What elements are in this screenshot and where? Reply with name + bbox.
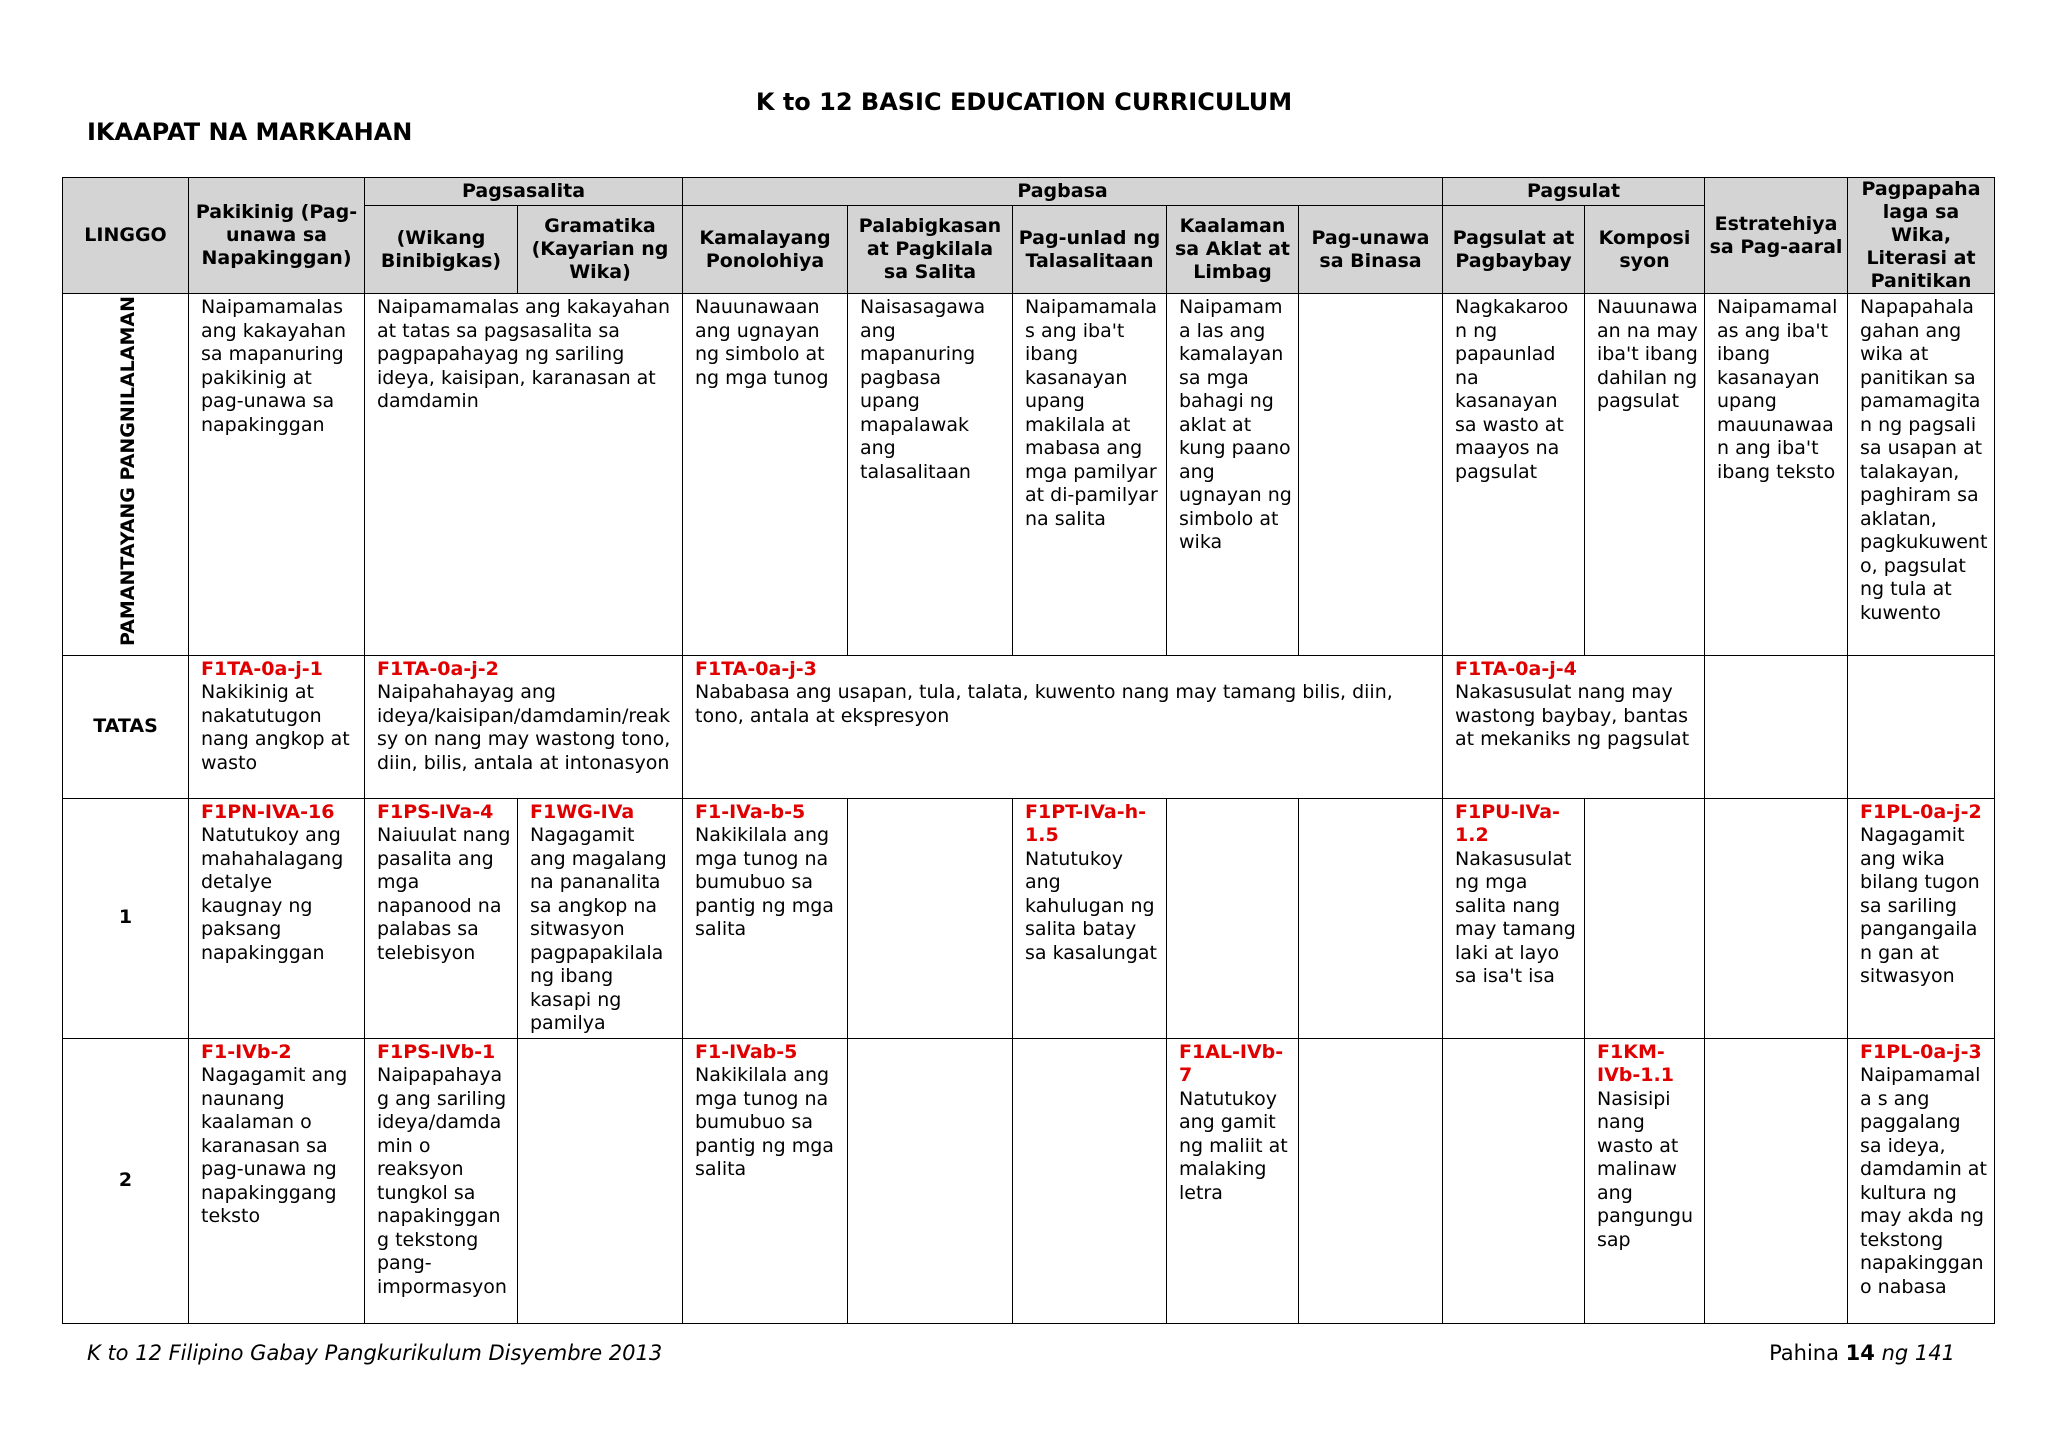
competency-code: F1PS-IVa-4	[377, 800, 494, 823]
cell	[683, 1038, 848, 1323]
quarter-label: IKAAPAT NA MARKAHAN	[87, 118, 413, 146]
empty-cell	[1705, 798, 1848, 1038]
row-label-pamantayan	[63, 294, 189, 656]
competency-text: Nasisipi nang wasto at malinaw ang pangungu sap	[1597, 1087, 1694, 1251]
cell	[189, 1038, 365, 1323]
header-pakikinig: Pakikinig (Pag-unawa sa Napakinggan)	[189, 178, 365, 294]
empty-cell	[848, 1038, 1013, 1323]
page-current: 14	[1845, 1341, 1875, 1365]
page-prefix: Pahina	[1769, 1341, 1839, 1365]
competency-text: Naipahahayag ang ideya/kaisipan/damdamin/reaksy on nang may wastong tono, diin, bilis, antala at intonasyon	[377, 681, 671, 774]
empty-cell	[1167, 798, 1299, 1038]
empty-cell	[1299, 1038, 1443, 1323]
empty-cell	[1705, 1038, 1848, 1323]
competency-text: Nakikinig at nakatutugon nang angkop at wasto	[201, 681, 350, 774]
header-pagsasalita: Pagsasalita	[365, 178, 683, 206]
header-pagpapahalaga: Pagpapaha laga sa Wika, Literasi at Panitikan	[1848, 178, 1995, 294]
header-gramatika: Gramatika (Kayarian ng Wika)	[518, 206, 683, 294]
competency-text: Nakasusulat ng mga salita nang may tamang laki at layo sa isa't isa	[1455, 847, 1576, 988]
table-row	[63, 798, 1995, 1038]
cell	[683, 798, 848, 1038]
cell	[1443, 655, 1705, 798]
cell-text: Nauunawaan ang ugnayan ng simbolo at ng mga tunog	[683, 294, 848, 656]
header-linggo: LINGGO	[63, 178, 189, 294]
page-total: ng 141	[1881, 1341, 1955, 1365]
cell-text: Naipamamalas ang iba't ibang kasanayan upang makilala at mabasa ang mga pamilyar at di-pamilyar na salita	[1013, 294, 1167, 656]
row-label-week-2: 2	[63, 1038, 189, 1323]
header-kamalayang-ponolohiya: Kamalayang Ponolohiya	[683, 206, 848, 294]
competency-text: Naipapahayag ang sariling ideya/damda min o reaksyon tungkol sa napakinggang tekstong pang-impormasyon	[377, 1064, 507, 1298]
cell	[683, 655, 1443, 798]
cell	[365, 655, 683, 798]
cell	[365, 798, 518, 1038]
competency-code: F1PS-IVb-1	[377, 1040, 496, 1063]
cell-text: Napapahala gahan ang wika at panitikan sa pamamagitan ng pagsali sa usapan at talakayan, paghiram sa aklatan, pagkukuwent o, pagsulat ng tula at kuwento	[1848, 294, 1995, 656]
competency-code: F1PL-0a-j-2	[1860, 800, 1982, 823]
competency-code: F1PU-IVa-1.2	[1455, 800, 1560, 847]
cell	[1013, 798, 1167, 1038]
empty-cell	[1299, 294, 1443, 656]
empty-cell	[1013, 1038, 1167, 1323]
header-pag-unlad: Pag-unlad ng Talasalitaan	[1013, 206, 1167, 294]
empty-cell	[518, 1038, 683, 1323]
competency-text: Nababasa ang usapan, tula, talata, kuwento nang may tamang bilis, diin, tono, antala at ekspresyon	[695, 681, 1393, 727]
table-row	[63, 655, 1995, 798]
competency-text: Nagagamit ang naunang kaalaman o karanasan sa pag-unawa ng napakinggang teksto	[201, 1064, 348, 1228]
header-pagsulat-at-pagbaybay: Pagsulat at Pagbaybay	[1443, 206, 1585, 294]
header-pag-unawa: Pag-unawa sa Binasa	[1299, 206, 1443, 294]
header-pagbasa: Pagbasa	[683, 178, 1443, 206]
competency-code: F1PN-IVA-16	[201, 800, 335, 823]
empty-cell	[1443, 1038, 1585, 1323]
curriculum-table	[62, 177, 1995, 1324]
table-row	[63, 294, 1995, 656]
cell	[189, 655, 365, 798]
cell-text: Nagkakaroon ng papaunlad na kasanayan sa wasto at maayos na pagsulat	[1443, 294, 1585, 656]
competency-text: Naiuulat nang pasalita ang mga napanood na palabas sa telebisyon	[377, 824, 511, 964]
competency-text: Natutukoy ang mahahalagang detalye kaugnay ng paksang napakinggan	[201, 824, 344, 964]
cell	[365, 1038, 518, 1323]
competency-code: F1TA-0a-j-4	[1455, 657, 1577, 680]
cell-text: Naisasagawa ang mapanuring pagbasa upang mapalawak ang talasalitaan	[848, 294, 1013, 656]
cell	[1848, 1038, 1995, 1323]
competency-text: Nakikilala ang mga tunog na bumubuo sa pantig ng mga salita	[695, 1064, 834, 1181]
cell-text: Naipamamalas ang kakayahan at tatas sa pagsasalita sa pagpapahayag ng sariling ideya, kaisipan, karanasan at damdamin	[365, 294, 683, 656]
empty-cell	[1705, 655, 1848, 798]
row-label-week-1: 1	[63, 798, 189, 1038]
competency-code: F1TA-0a-j-2	[377, 657, 499, 680]
footer-document-name: K to 12 Filipino Gabay Pangkurikulum Disyembre 2013	[87, 1341, 663, 1365]
competency-text: Nagagamit ang magalang na pananalita sa angkop na sitwasyon pagpapakilala ng ibang kasapi ng pamilya	[530, 824, 667, 1035]
competency-text: Nakasusulat nang may wastong baybay, bantas at mekaniks ng pagsulat	[1455, 681, 1690, 751]
row-label-tatas: TATAS	[63, 655, 189, 798]
competency-text: Nakikilala ang mga tunog na bumubuo sa pantig ng mga salita	[695, 824, 834, 941]
cell	[1167, 1038, 1299, 1323]
competency-text: Nagagamit ang wika bilang tugon sa sariling pangangailan gan at sitwasyon	[1860, 824, 1980, 988]
header-komposisyon: Komposi syon	[1585, 206, 1705, 294]
competency-code: F1PT-IVa-h-1.5	[1025, 800, 1147, 847]
cell	[1848, 798, 1995, 1038]
cell-text: Naipamamal as ang iba't ibang kasanayan upang mauunawaan ang iba't ibang teksto	[1705, 294, 1848, 656]
competency-text: Naipamamala s ang paggalang sa ideya, damdamin at kultura ng may akda ng tekstong napakinggan o nabasa	[1860, 1064, 1987, 1298]
cell-text: Nauunawa an na may iba't ibang dahilan ng pagsulat	[1585, 294, 1705, 656]
competency-code: F1TA-0a-j-3	[695, 657, 817, 680]
header-palabigkasan: Palabigkasan at Pagkilala sa Salita	[848, 206, 1013, 294]
competency-text: Natutukoy ang gamit ng maliit at malaking letra	[1179, 1087, 1288, 1204]
table-row	[63, 1038, 1995, 1323]
header-wikang-binibigkas: (Wikang Binibigkas)	[365, 206, 518, 294]
cell-text: Naipamama las ang kamalayan sa mga bahagi ng aklat at kung paano ang ugnayan ng simbolo at wika	[1167, 294, 1299, 656]
competency-code: F1AL-IVb-7	[1179, 1040, 1284, 1087]
header-estratehiya: Estratehiya sa Pag-aaral	[1705, 178, 1848, 294]
pamantayan-label: PAMANTAYANG PANGNILALAMAN	[116, 296, 139, 647]
cell	[518, 798, 683, 1038]
competency-code: F1KM-IVb-1.1	[1597, 1040, 1674, 1087]
cell	[189, 798, 365, 1038]
empty-cell	[1848, 655, 1995, 798]
header-kaalaman: Kaalaman sa Aklat at Limbag	[1167, 206, 1299, 294]
competency-code: F1WG-IVa	[530, 800, 635, 823]
cell	[1443, 798, 1585, 1038]
footer-page-number	[1769, 1341, 1955, 1365]
competency-code: F1PL-0a-j-3	[1860, 1040, 1982, 1063]
competency-code: F1-IVa-b-5	[695, 800, 806, 823]
empty-cell	[848, 798, 1013, 1038]
competency-code: F1-IVab-5	[695, 1040, 798, 1063]
empty-cell	[1585, 798, 1705, 1038]
competency-text: Natutukoy ang kahulugan ng salita batay sa kasalungat	[1025, 847, 1157, 964]
header-pagsulat: Pagsulat	[1443, 178, 1705, 206]
competency-code: F1-IVb-2	[201, 1040, 292, 1063]
competency-code: F1TA-0a-j-1	[201, 657, 323, 680]
empty-cell	[1299, 798, 1443, 1038]
cell-text: Naipamamalas ang kakayahan sa mapanuring pakikinig at pag-unawa sa napakinggan	[189, 294, 365, 656]
document-title: K to 12 BASIC EDUCATION CURRICULUM	[755, 88, 1293, 116]
cell	[1585, 1038, 1705, 1323]
